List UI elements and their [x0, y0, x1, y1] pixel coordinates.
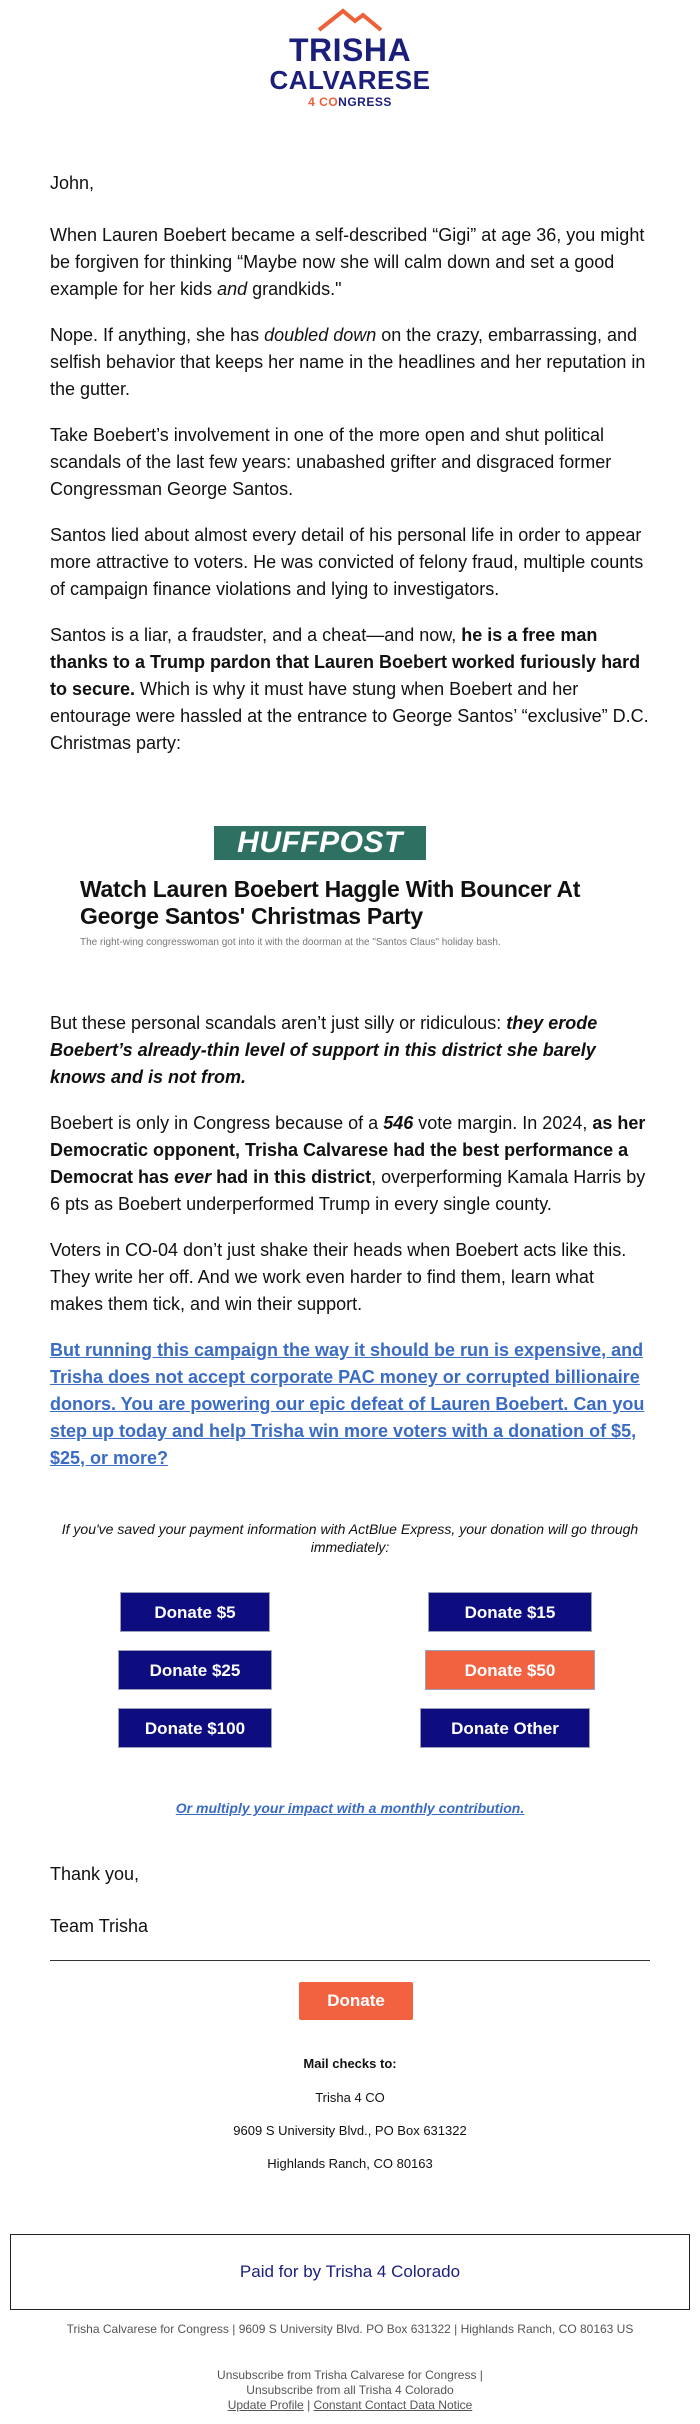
donate-15-button[interactable]: Donate $15 [428, 1592, 592, 1632]
paragraph-9 [50, 1337, 650, 1472]
p6-text-a: But these personal scandals aren’t just silly or ridiculous: [50, 1013, 507, 1033]
paragraph-2 [50, 322, 650, 403]
donate-25-button[interactable]: Donate $25 [118, 1650, 272, 1690]
p7-strong-1: as her Democratic opponent, Trisha Calvarese had the best performance a Democrat has [50, 1113, 646, 1187]
mail-line-2: 9609 S University Blvd., PO Box 631322 [233, 2123, 467, 2138]
huffpost-headline: Watch Lauren Boebert Haggle With Bouncer At George Santos' Christmas Party [80, 876, 581, 929]
mail-checks-heading: Mail checks to: [303, 2056, 397, 2071]
donate-other-button[interactable]: Donate Other [420, 1708, 590, 1748]
unsubscribe-link-2[interactable]: Unsubscribe from all Trisha 4 Colorado [246, 2383, 454, 2397]
logo-first-name: TRISHA [288, 32, 412, 68]
p4-text: Santos lied about almost every detail of his personal life in order to appear more attractive to voters. He was convicted of felony fraud, multiple counts of campaign finance violations and lying to investigators. [50, 525, 644, 599]
p1-emphasis: and [217, 279, 248, 299]
donate-button[interactable]: Donate [299, 1982, 413, 2020]
paragraph-6 [50, 1010, 650, 1091]
donate-100-button[interactable]: Donate $100 [118, 1708, 272, 1748]
huffpost-article-image[interactable] [74, 818, 634, 978]
logo-tag-number: 4 [308, 95, 316, 109]
footer-separator: | [307, 2398, 311, 2412]
p5-strong: he is a free man thanks to a Trump pardon that Lauren Boebert worked furiously hard to secure. [50, 625, 641, 699]
p3-text: Take Boebert’s involvement in one of the more open and shut political scandals of the last few years: unabashed grifter and disgraced former Congressman George Santos. [50, 425, 612, 499]
mail-line-1: Trisha 4 CO [315, 2090, 385, 2105]
greeting [50, 170, 650, 197]
update-profile-link[interactable]: Update Profile [227, 2398, 304, 2412]
p7-text-b: vote margin. In 2024, [413, 1113, 593, 1133]
divider [50, 1960, 650, 1961]
mail-line-3: Highlands Ranch, CO 80163 [267, 2156, 433, 2171]
greeting-text: John, [50, 173, 95, 193]
logo-last-name: CALVARESE [269, 65, 431, 95]
p7-text-a: Boebert is only in Congress because of a [50, 1113, 384, 1133]
p1-text-a: When Lauren Boebert became a self-described “Gigi” at age 36, you might be forgiven for thinking “Maybe now she will calm down and set a good example for her kids [50, 225, 645, 299]
footer-address: Trisha Calvarese for Congress | 9609 S University Blvd. PO Box 631322 | Highlands Ranch, CO 80163 US [66, 2322, 634, 2336]
team-signature: Team Trisha [50, 1916, 149, 1936]
p7-vote-margin: 546 [383, 1113, 414, 1133]
p6-strong: they erode Boebert’s already-thin level of support in this district she barely knows and is not from. [50, 1013, 598, 1087]
donate-50-button[interactable]: Donate $50 [425, 1650, 595, 1690]
monthly-contribution-link[interactable]: Or multiply your impact with a monthly contribution. [175, 1800, 525, 1816]
mountain-icon [315, 8, 385, 32]
paid-for-disclaimer [10, 2234, 690, 2310]
data-notice-link[interactable]: Constant Contact Data Notice [313, 2398, 473, 2412]
thank-you-text: Thank you, [50, 1864, 140, 1884]
p2-text-b: on the crazy, embarrassing, and selfish behavior that keeps her name in the headlines and her reputation in the gutter. [50, 325, 646, 399]
p5-text-a: Santos is a liar, a fraudster, and a cheat—and now, [50, 625, 462, 645]
paragraph-3 [50, 422, 650, 503]
logo-tagline [0, 95, 700, 109]
paragraph-1 [50, 222, 650, 303]
paid-for-text: Paid for by Trisha 4 Colorado [239, 2262, 461, 2281]
paragraph-5 [50, 622, 650, 757]
paragraph-7 [50, 1110, 650, 1218]
footer-links [50, 2398, 650, 2413]
logo-tag-co: CO [319, 95, 339, 109]
unsubscribe-link-1[interactable]: Unsubscribe from Trisha Calvarese for Congress | [217, 2368, 483, 2382]
p7-strong-2: had in this district [211, 1167, 372, 1187]
donate-appeal-link[interactable]: But running this campaign the way it should be run is expensive, and Trisha does not accept corporate PAC money or corrupted billionaire donors. You are powering our epic defeat of Lauren Boebert. Can you step up today and help Trisha win more voters with a donation of $5, $25, or more? [50, 1340, 645, 1468]
p8-text: Voters in CO-04 don’t just shake their heads when Boebert acts like this. They write her off. And we work even harder to find them, learn what makes them tick, and win their support. [50, 1240, 627, 1314]
p2-text-a: Nope. If anything, she has [50, 325, 265, 345]
huffpost-logo: HUFFPOST [214, 826, 426, 860]
p2-emphasis: doubled down [264, 325, 377, 345]
paragraph-8 [50, 1237, 650, 1318]
huffpost-subhead: The right-wing congresswoman got into it with the doorman at the "Santos Claus" holiday bash. [80, 937, 501, 948]
actblue-express-note: If you've saved your payment information with ActBlue Express, your donation will go through immediately: [61, 1521, 639, 1555]
p7-text-c: , overperforming Kamala Harris by 6 pts as Boebert underperformed Trump in every single county. [50, 1167, 646, 1214]
logo-tag-rest: NGRESS [338, 95, 392, 109]
p1-text-b: grandkids." [247, 279, 342, 299]
p7-strong-emphasis: ever [174, 1167, 212, 1187]
p5-text-b: Which is why it must have stung when Boebert and her entourage were hassled at the entrance to George Santos’ “exclusive” D.C. Christmas party: [50, 679, 649, 753]
donate-5-button[interactable]: Donate $5 [120, 1592, 270, 1632]
paragraph-4 [50, 522, 650, 603]
campaign-logo [0, 8, 700, 118]
